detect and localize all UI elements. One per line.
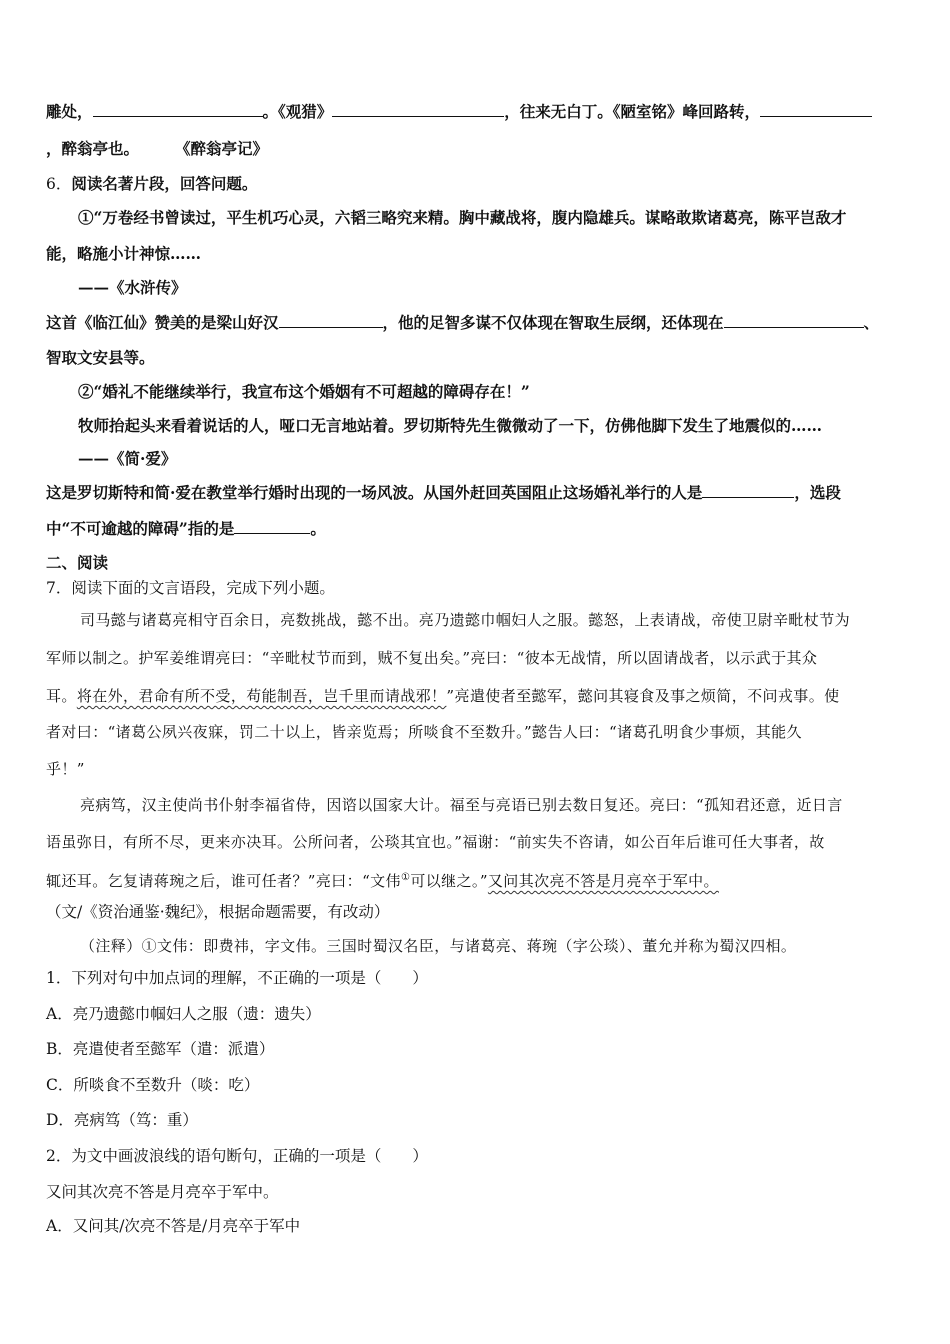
- option-d[interactable]: D．亮病笃（笃：重）: [46, 1111, 198, 1129]
- answer-blank[interactable]: [724, 311, 864, 328]
- q6-text: 。: [310, 519, 326, 538]
- wavy-underlined-sentence: 将在外，君命有所不受，苟能制吾，岂千里而请战邪！: [76, 687, 447, 705]
- question-number: 7．: [46, 579, 72, 597]
- passage-line: 亮病笃，汉主使尚书仆射李福省侍，因谘以国家大计。福至与亮语已别去数日复还。亮曰：“孤知君还意，近日言: [80, 796, 843, 814]
- q5-text: 雕处，: [46, 102, 93, 121]
- q5-source: 《醉翁亭记》: [175, 139, 269, 158]
- q5-text: ，醉翁亭也。: [46, 139, 140, 158]
- q5-line-2: [46, 137, 268, 161]
- excerpt-1-source: ——《水浒传》: [78, 278, 187, 297]
- q6-text: 这是罗切斯特和简·爱在教堂举行婚时出现的一场风波。从国外赶回英国阻止这场婚礼举行的人是: [46, 483, 703, 502]
- excerpt-1: 能，略施小计神惊……: [46, 244, 202, 263]
- answer-blank[interactable]: [93, 100, 263, 117]
- passage-line: 司马懿与诸葛亮相守百余日，亮数挑战，懿不出。亮乃遗懿巾帼妇人之服。懿怒，上表请战，帝使卫尉辛毗杖节为: [80, 611, 851, 629]
- passage-line: 者对曰：“诸葛公夙兴夜寐，罚二十以上，皆亲览焉；所啖食不至数升。”懿告人曰：“诸葛孔明食少事烦，其能久: [46, 723, 802, 741]
- q7-heading: [46, 576, 335, 600]
- answer-blank[interactable]: [760, 100, 872, 117]
- passage-text: 辄还耳。乞复请蒋琬之后，谁可任者？”亮曰：“文伟: [46, 872, 401, 890]
- footnote-marker: ①: [400, 872, 411, 883]
- sub-question-2-sentence: 又问其次亮不答是月亮卒于军中。: [46, 1183, 279, 1201]
- section-title: 二、阅读: [46, 553, 109, 572]
- passage-line: [46, 866, 719, 893]
- option-c[interactable]: C．所啖食不至数升（啖：吃）: [46, 1076, 260, 1094]
- question-prompt: 阅读名著片段，回答问题。: [71, 174, 258, 193]
- q5-text: ，往来无白丁。《陋室铭》峰回路转，: [504, 102, 761, 121]
- q6-text: ，他的足智多谋不仅体现在智取生辰纲，还体现在: [382, 313, 724, 332]
- q5-line-1: [46, 100, 872, 124]
- passage-source: （文/《资治通鉴·魏纪》，根据命题需要，有改动）: [46, 903, 390, 921]
- answer-blank[interactable]: [279, 311, 383, 328]
- q6-text: 、: [863, 313, 880, 332]
- option-a[interactable]: A．亮乃遗懿巾帼妇人之服（遗：遗失）: [46, 1005, 321, 1023]
- q6-text: ，选段: [794, 483, 841, 502]
- passage-text: 耳。: [46, 687, 77, 705]
- q6-question-2: [46, 481, 841, 505]
- excerpt-2: ②“婚礼不能继续举行，我宣布这个婚姻有不可超越的障碍存在！”: [78, 382, 530, 401]
- wavy-underlined-sentence: 又问其次亮不答是月亮卒于军中。: [487, 872, 719, 890]
- passage-line: [46, 684, 840, 708]
- excerpt-2-source: ——《简·爱》: [78, 449, 177, 468]
- answer-blank[interactable]: [234, 517, 310, 534]
- question-prompt: 阅读下面的文言语段，完成下列小题。: [71, 579, 335, 597]
- q6-question-1-cont: 智取文安县等。: [46, 348, 155, 367]
- excerpt-2: 牧师抬起头来看着说话的人，哑口无言地站着。罗切斯特先生微微动了一下，仿佛他脚下发生了地震似的……: [78, 416, 823, 435]
- q6-question-2-cont: [46, 517, 326, 541]
- q6-heading: [46, 172, 257, 196]
- excerpt-1: ①“万卷经书曾读过，平生机巧心灵，六韬三略究来精。胸中藏战将，腹内隐雄兵。谋略敢欺诸葛亮，陈平岂敌才: [78, 208, 847, 227]
- q6-text: 这首《临江仙》赞美的是梁山好汉: [46, 313, 279, 332]
- passage-line: 乎！”: [46, 760, 85, 778]
- passage-line: 军师以制之。护军姜维谓亮曰：“辛毗杖节而到，贼不复出矣。”亮曰：“彼本无战情，所以固请战者，以示武于其众: [46, 649, 818, 667]
- q6-text: 中“不可逾越的障碍”指的是: [46, 519, 235, 538]
- question-number: 6．: [46, 175, 72, 193]
- passage-text: ”亮遣使者至懿军，懿问其寝食及事之烦简，不问戎事。使: [446, 687, 840, 705]
- answer-blank[interactable]: [702, 481, 794, 498]
- sub-question-1: 1．下列对句中加点词的理解，不正确的一项是（ ）: [46, 969, 428, 987]
- passage-text: 可以继之。”: [410, 872, 488, 890]
- passage-line: 语虽弥日，有所不尽，更来亦决耳。公所问者，公琰其宜也。”福谢：“前实失不咨请，如公百年后谁可任大事者，故: [46, 833, 825, 851]
- q5-text: 。《观猎》: [262, 102, 333, 121]
- option-b[interactable]: B．亮遣使者至懿军（遣：派遣）: [46, 1040, 275, 1058]
- passage-note: （注释）①文伟：即费祎，字文伟。三国时蜀汉名臣，与诸葛亮、蒋琬（字公琰）、董允并称为蜀汉四相。: [80, 937, 797, 955]
- sub-question-2: 2．为文中画波浪线的语句断句，正确的一项是（ ）: [46, 1147, 428, 1165]
- answer-blank[interactable]: [332, 100, 504, 117]
- q6-question-1: [46, 311, 879, 335]
- option-a[interactable]: A．又问其/次亮不答是/月亮卒于军中: [46, 1217, 301, 1235]
